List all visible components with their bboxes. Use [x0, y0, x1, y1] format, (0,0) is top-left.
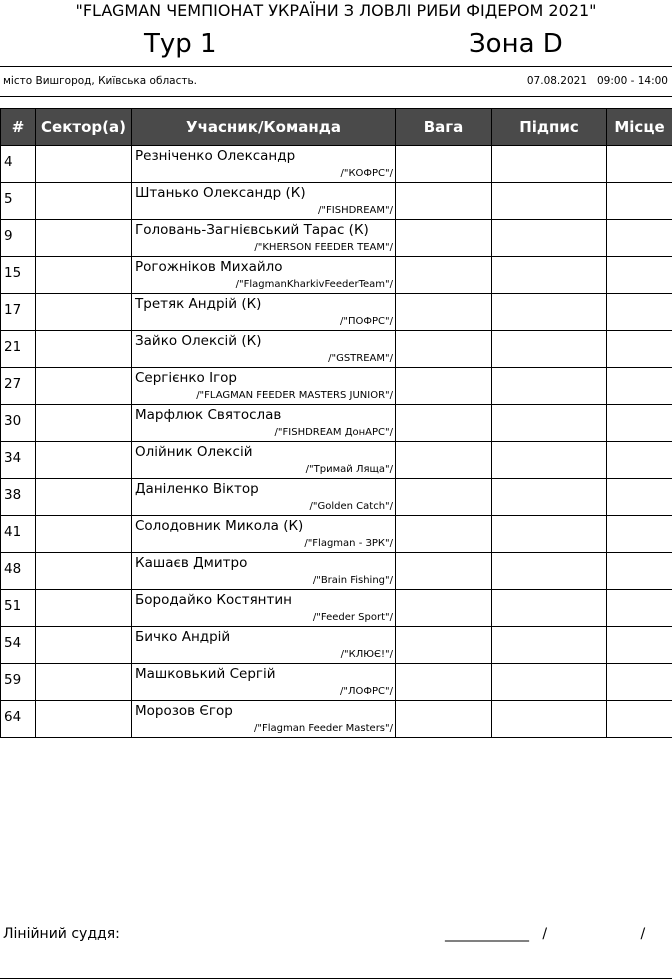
sector-cell[interactable] [36, 368, 132, 405]
place-cell[interactable] [607, 664, 672, 701]
table-row [1, 368, 672, 405]
table-header-row [1, 109, 672, 146]
participant-name: Машковький Сергій [135, 666, 276, 682]
place-cell[interactable] [607, 553, 672, 590]
team-name: /"Flagman - ЗРК"/ [304, 538, 393, 549]
signature-cell[interactable] [492, 701, 607, 738]
weight-cell[interactable] [396, 220, 492, 257]
signature-cell[interactable] [492, 146, 607, 183]
participant-name: Олійник Олексій [135, 444, 253, 460]
participant-name: Бичко Андрій [135, 629, 231, 645]
team-name: /"Тримай Ляща"/ [305, 464, 393, 475]
place-cell[interactable] [607, 294, 672, 331]
weight-cell[interactable] [396, 701, 492, 738]
participant-name: Морозов Єгор [135, 703, 233, 719]
sector-cell[interactable] [36, 183, 132, 220]
signature-cell[interactable] [492, 516, 607, 553]
signature-cell[interactable] [492, 405, 607, 442]
participant-cell [132, 590, 396, 627]
participant-cell [132, 479, 396, 516]
table-row [1, 331, 672, 368]
participant-name: Солодовник Микола (К) [135, 518, 304, 534]
place-cell[interactable] [607, 442, 672, 479]
col-header-weight: Вага [396, 109, 492, 146]
participant-number: 59 [1, 664, 36, 701]
team-name: /"КОФРС"/ [340, 168, 393, 179]
weight-cell[interactable] [396, 442, 492, 479]
participant-number: 4 [1, 146, 36, 183]
participant-name: Третяк Андрій (К) [135, 296, 262, 312]
participant-cell [132, 331, 396, 368]
participant-cell [132, 405, 396, 442]
weight-cell[interactable] [396, 368, 492, 405]
participant-cell [132, 664, 396, 701]
participant-number: 5 [1, 183, 36, 220]
participant-number: 64 [1, 701, 36, 738]
participant-number: 9 [1, 220, 36, 257]
place-cell[interactable] [607, 257, 672, 294]
participant-name: Резніченко Олександр [135, 148, 296, 164]
table-row [1, 553, 672, 590]
weight-cell[interactable] [396, 183, 492, 220]
signature-cell[interactable] [492, 294, 607, 331]
zone-label: Зона D [469, 29, 563, 59]
signature-cell[interactable] [492, 442, 607, 479]
table-row [1, 220, 672, 257]
team-name: /"FISHDREAM ДонАРС"/ [274, 427, 393, 438]
team-name: /"Brain Fishing"/ [312, 575, 393, 586]
team-name: /"Golden Catch"/ [309, 501, 393, 512]
sector-cell[interactable] [36, 664, 132, 701]
signature-cell[interactable] [492, 553, 607, 590]
place-cell[interactable] [607, 368, 672, 405]
table-row [1, 701, 672, 738]
participant-number: 17 [1, 294, 36, 331]
participant-number: 30 [1, 405, 36, 442]
place-cell[interactable] [607, 220, 672, 257]
participant-name: Рогожніков Михайло [135, 259, 283, 275]
table-row [1, 294, 672, 331]
participant-name: Кашаєв Дмитро [135, 555, 248, 571]
participant-name: Головань-Загнієвський Тарас (К) [135, 222, 369, 238]
place-cell[interactable] [607, 146, 672, 183]
col-header-participant: Учасник/Команда [132, 109, 396, 146]
sector-cell[interactable] [36, 257, 132, 294]
signature-cell[interactable] [492, 183, 607, 220]
team-name: /"ПОФРС"/ [340, 316, 393, 327]
participant-name: Бородайко Костянтин [135, 592, 292, 608]
weight-cell[interactable] [396, 331, 492, 368]
weight-cell[interactable] [396, 479, 492, 516]
sector-cell[interactable] [36, 701, 132, 738]
table-row [1, 627, 672, 664]
tour-label: Тур 1 [144, 29, 217, 59]
place-cell[interactable] [607, 516, 672, 553]
weight-cell[interactable] [396, 516, 492, 553]
sector-cell[interactable] [36, 627, 132, 664]
participant-name: Даніленко Віктор [135, 481, 259, 497]
participant-number: 48 [1, 553, 36, 590]
participant-cell [132, 627, 396, 664]
weight-cell[interactable] [396, 257, 492, 294]
sector-cell[interactable] [36, 405, 132, 442]
participant-cell [132, 257, 396, 294]
participant-cell [132, 516, 396, 553]
col-header-place: Місце [607, 109, 672, 146]
weight-cell[interactable] [396, 294, 492, 331]
sector-cell[interactable] [36, 146, 132, 183]
participant-cell [132, 183, 396, 220]
participant-number: 38 [1, 479, 36, 516]
participant-cell [132, 294, 396, 331]
participant-number: 41 [1, 516, 36, 553]
participant-name: Штанько Олександр (К) [135, 185, 306, 201]
participant-number: 15 [1, 257, 36, 294]
sector-cell[interactable] [36, 294, 132, 331]
participant-number: 34 [1, 442, 36, 479]
header-divider-bottom [0, 96, 672, 97]
participant-number: 51 [1, 590, 36, 627]
weight-cell[interactable] [396, 146, 492, 183]
participant-name: Марфлюк Святослав [135, 407, 282, 423]
table-row [1, 442, 672, 479]
table-row [1, 516, 672, 553]
weight-cell[interactable] [396, 405, 492, 442]
participant-cell [132, 553, 396, 590]
signature-cell[interactable] [492, 590, 607, 627]
sector-cell[interactable] [36, 516, 132, 553]
weight-cell[interactable] [396, 664, 492, 701]
table-row [1, 664, 672, 701]
header-divider-top [0, 66, 672, 67]
team-name: /"FlagmanKharkivFeederTeam"/ [235, 279, 393, 290]
team-name: /"KHERSON FEEDER TEAM"/ [254, 242, 393, 253]
table-row [1, 146, 672, 183]
sector-cell[interactable] [36, 479, 132, 516]
date-time-text: 07.08.2021 09:00 - 14:00 [526, 75, 668, 87]
participant-number: 54 [1, 627, 36, 664]
results-table [0, 108, 672, 738]
team-name: /"FLAGMAN FEEDER MASTERS JUNIOR"/ [196, 390, 393, 401]
document-title: "FLAGMAN ЧЕМПІОНАТ УКРАЇНИ З ЛОВЛІ РИБИ ФІДЕРОМ 2021" [75, 1, 597, 20]
table-row [1, 183, 672, 220]
participant-number: 21 [1, 331, 36, 368]
signature-cell[interactable] [492, 368, 607, 405]
sector-cell[interactable] [36, 590, 132, 627]
team-name: /"FISHDREAM"/ [318, 205, 393, 216]
participant-cell [132, 442, 396, 479]
team-name: /"ЛОФРС"/ [340, 686, 393, 697]
place-cell[interactable] [607, 590, 672, 627]
judge-signature-line: ____________ / / [445, 926, 646, 942]
participant-cell [132, 220, 396, 257]
line-judge-label: Лінійний суддя: [3, 926, 120, 942]
participant-cell [132, 701, 396, 738]
place-cell[interactable] [607, 405, 672, 442]
sector-cell[interactable] [36, 331, 132, 368]
table-row [1, 405, 672, 442]
weight-cell[interactable] [396, 590, 492, 627]
place-cell[interactable] [607, 627, 672, 664]
col-header-sector: Сектор(а) [36, 109, 132, 146]
table-row [1, 257, 672, 294]
participant-cell [132, 146, 396, 183]
team-name: /"GSTREAM"/ [328, 353, 393, 364]
weight-cell[interactable] [396, 553, 492, 590]
participant-number: 27 [1, 368, 36, 405]
place-cell[interactable] [607, 701, 672, 738]
team-name: /"Feeder Sport"/ [312, 612, 393, 623]
table-row [1, 590, 672, 627]
location-text: місто Вишгород, Київська область. [3, 75, 198, 87]
footer-divider [0, 978, 672, 979]
signature-cell[interactable] [492, 627, 607, 664]
signature-cell[interactable] [492, 331, 607, 368]
signature-cell[interactable] [492, 479, 607, 516]
participant-cell [132, 368, 396, 405]
team-name: /"КЛЮЄ!"/ [340, 649, 393, 660]
signature-cell[interactable] [492, 664, 607, 701]
weight-cell[interactable] [396, 627, 492, 664]
col-header-signature: Підпис [492, 109, 607, 146]
signature-cell[interactable] [492, 220, 607, 257]
place-cell[interactable] [607, 183, 672, 220]
signature-cell[interactable] [492, 257, 607, 294]
participant-name: Сергієнко Ігор [135, 370, 237, 386]
sector-cell[interactable] [36, 220, 132, 257]
sector-cell[interactable] [36, 553, 132, 590]
sector-cell[interactable] [36, 442, 132, 479]
place-cell[interactable] [607, 331, 672, 368]
participant-name: Зайко Олексій (К) [135, 333, 262, 349]
col-header-num: # [1, 109, 36, 146]
table-row [1, 479, 672, 516]
place-cell[interactable] [607, 479, 672, 516]
team-name: /"Flagman Feeder Masters"/ [254, 723, 393, 734]
